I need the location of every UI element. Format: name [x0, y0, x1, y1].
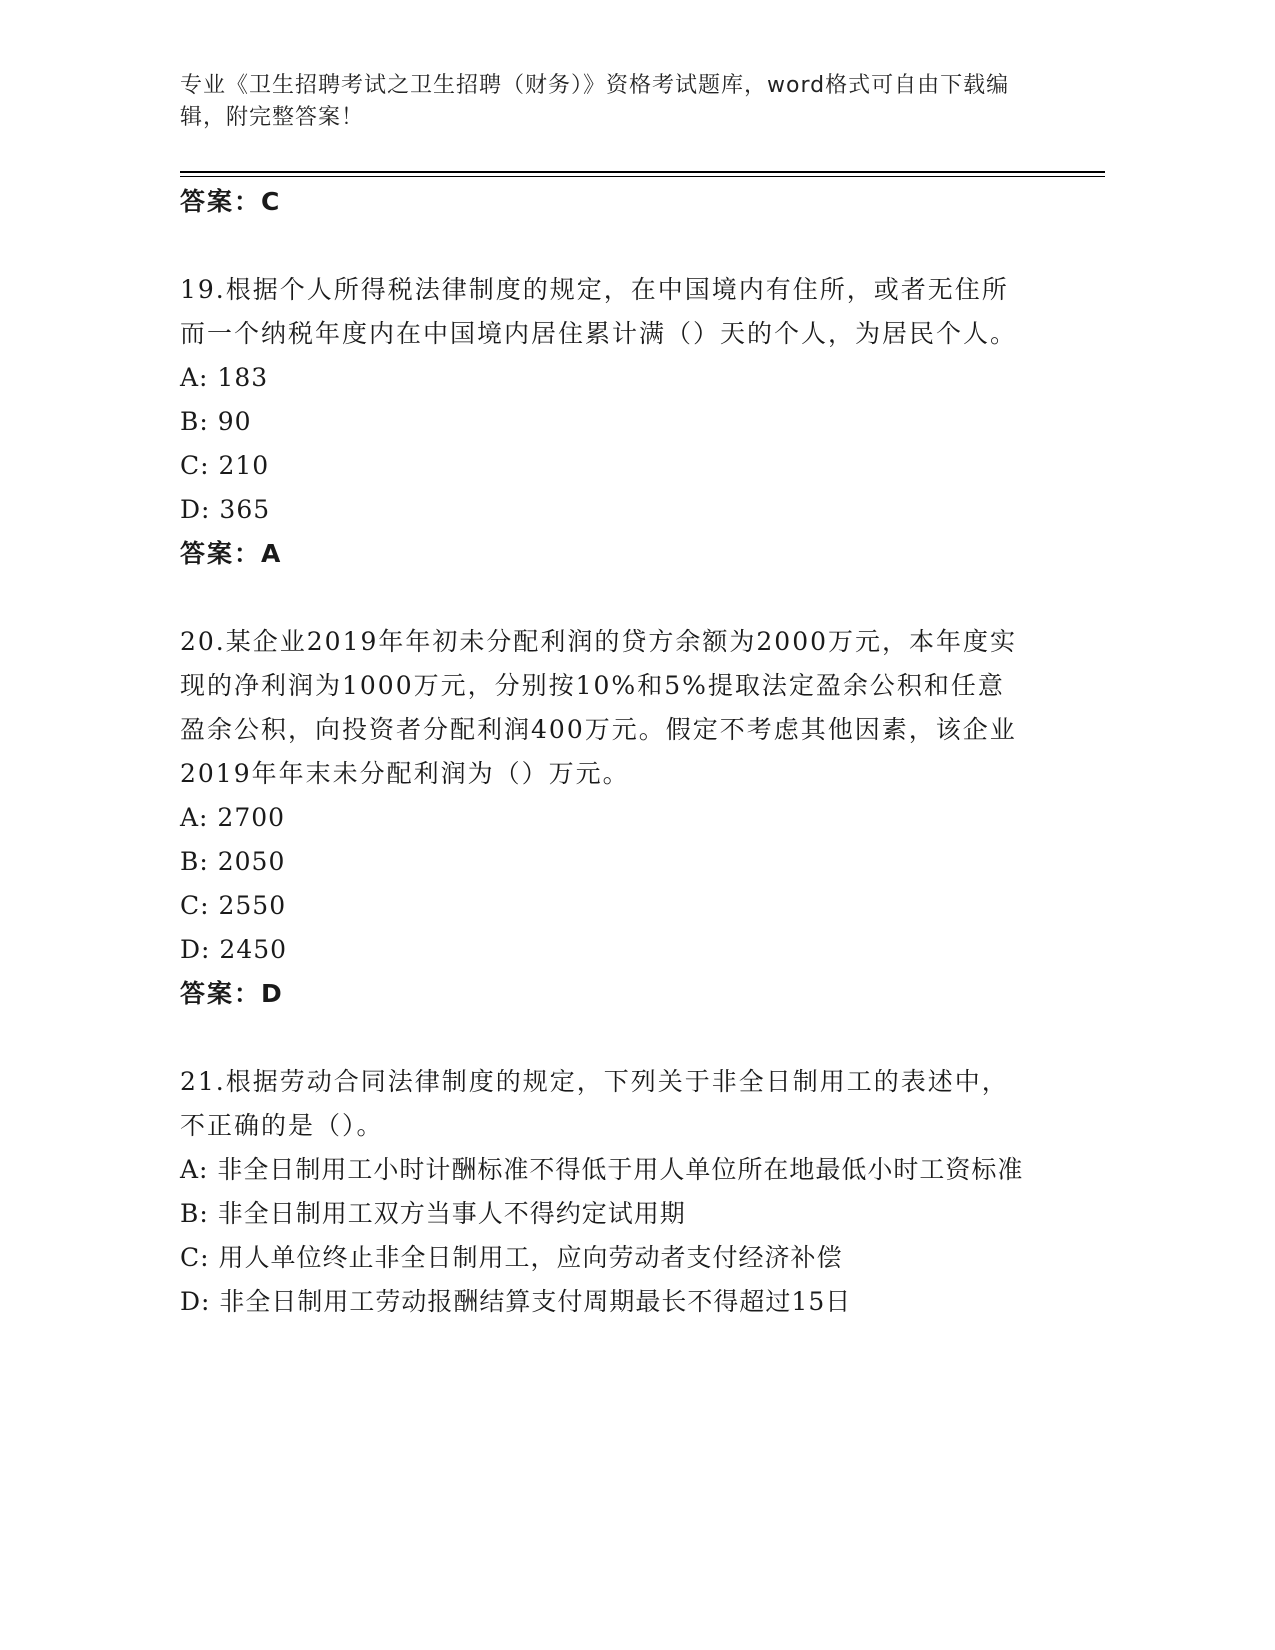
- question-19: [180, 268, 1050, 576]
- option-c: C: 用人单位终止非全日制用工，应向劳动者支付经济补偿: [180, 1243, 843, 1272]
- question-21: [180, 1060, 1050, 1324]
- answer-label: 答案：C: [180, 187, 282, 216]
- document-body: [180, 180, 1050, 1324]
- option-d: D: 365: [180, 495, 271, 524]
- option-b: B: 非全日制用工双方当事人不得约定试用期: [180, 1199, 686, 1228]
- question-20: [180, 620, 1050, 1016]
- option-c: C: 210: [180, 451, 270, 480]
- option-c: C: 2550: [180, 891, 287, 920]
- option-a: A: 非全日制用工小时计酬标准不得低于用人单位所在地最低小时工资标准: [180, 1155, 1024, 1184]
- question-text: 20.某企业2019年年初未分配利润的贷方余额为2000万元，本年度实现的净利润为1000万元，分别按10%和5%提取法定盈余公积和任意盈余公积，向投资者分配利润400万元。假定不考虑其他因素，该企业2019年年末未分配利润为（）万元。: [180, 627, 1018, 788]
- page-header: 专业《卫生招聘考试之卫生招聘（财务）》资格考试题库，word格式可自由下载编辑，附完整答案！: [180, 73, 1010, 130]
- option-d: D: 2450: [180, 935, 288, 964]
- question-text: 21.根据劳动合同法律制度的规定，下列关于非全日制用工的表述中，不正确的是（）。: [180, 1067, 1009, 1140]
- question-text: 19.根据个人所得税法律制度的规定，在中国境内有住所，或者无住所而一个纳税年度内在中国境内居住累计满（）天的个人，为居民个人。: [180, 275, 1018, 348]
- option-b: B: 90: [180, 407, 252, 436]
- option-d: D: 非全日制用工劳动报酬结算支付周期最长不得超过15日: [180, 1287, 852, 1316]
- answer-label: 答案：A: [180, 539, 283, 568]
- header-rule-thick: [180, 171, 1105, 173]
- header-rule-thin: [180, 176, 1105, 177]
- option-a: A: 183: [180, 363, 269, 392]
- answer-label: 答案：D: [180, 979, 284, 1008]
- option-b: B: 2050: [180, 847, 286, 876]
- option-a: A: 2700: [180, 803, 286, 832]
